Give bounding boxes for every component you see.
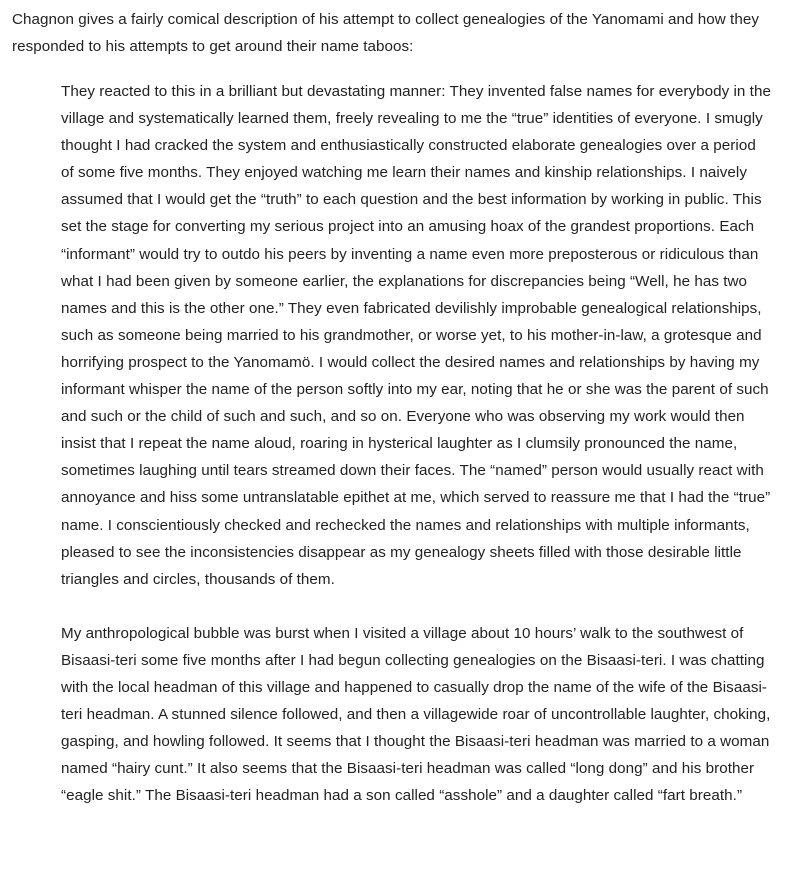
intro-paragraph: Chagnon gives a fairly comical description of his attempt to collect genealogies of the Yanomami and how they responded to his attempts to get around their name taboos: — [12, 11, 759, 55]
block-quote — [12, 78, 771, 809]
quote-paragraph-1: They reacted to this in a brilliant but devastating manner: They invented false names for everybody in the village and systematically learned them, freely revealing to me the “true” identities of everyone. I smugly thought I had cracked the system and enthusiastically constructed elaborate genealogies over a period of some five months. They enjoyed watching me learn their names and kinship relationships. I naively assumed that I would get the “truth” to each question and the best information by working in public. This set the stage for converting my serious project into an amusing hoax of the grandest proportions. Each “informant” would try to outdo his peers by inventing a name even more preposterous or ridiculous than what I had been given by someone earlier, the explanations for discrepancies being “Well, he has two names and this is the other one.” They even fabricated devilishly improbable genealogical relationships, such as someone being married to his grandmother, or worse yet, to his mother-in-law, a grotesque and horrifying prospect to the Yanomamö. I would collect the desired names and relationships by having my informant whisper the name of the person softly into my ear, noting that he or she was the parent of such and such or the child of such and such, and so on. Everyone who was observing my work would then insist that I repeat the name aloud, roaring in hysterical laughter as I clumsily pronounced the name, sometimes laughing until tears streamed down their faces. The “named” person would usually react with annoyance and hiss some untranslatable epithet at me, which served to reassure me that I had the “true” name. I conscientiously checked and rechecked the names and relationships with multiple informants, pleased to see the inconsistencies disappear as my genealogy sheets filled with those desirable little triangles and circles, thousands of them. — [61, 83, 771, 588]
quote-paragraph-2: My anthropological bubble was burst when I visited a village about 10 hours’ walk to the southwest of Bisaasi-teri some five months after I had begun collecting genealogies on the Bisaasi-teri. I was chatting with the local headman of this village and happened to casually drop the name of the wife of the Bisaasi-teri headman. A stunned silence followed, and then a villagewide roar of uncontrollable laughter, choking, gasping, and howling followed. It seems that I thought the Bisaasi-teri headman was married to a woman named “hairy cunt.” It also seems that the Bisaasi-teri headman was called “long dong” and his brother “eagle shit.” The Bisaasi-teri headman had a son called “asshole” and a daughter called “fart breath.” — [61, 624, 771, 805]
